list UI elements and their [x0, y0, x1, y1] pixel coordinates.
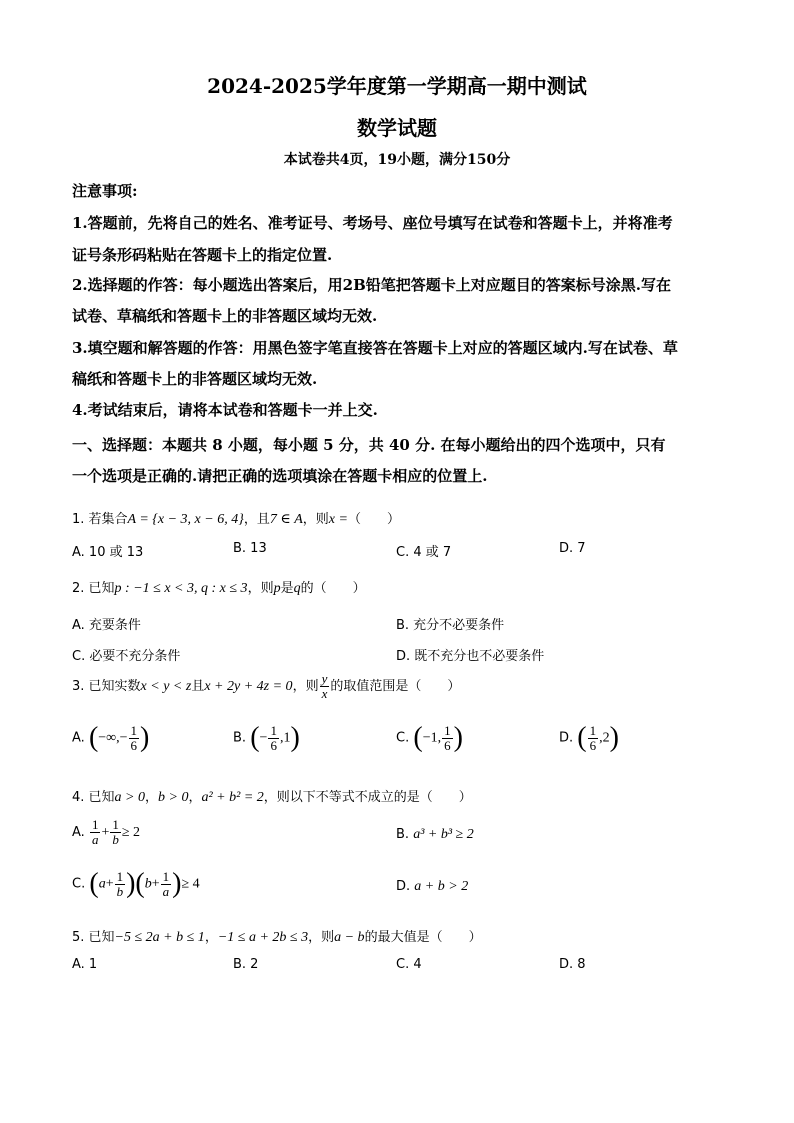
- q3-c-text: −1,: [422, 730, 442, 746]
- q4-post: ，则以下不等式不成立的是（ ）: [263, 790, 472, 805]
- q4-c-den-2: a: [162, 883, 170, 899]
- q5-option-a: A. 1: [72, 957, 98, 972]
- q3-frac-den: x: [321, 686, 328, 701]
- q3-a-label: A.: [72, 730, 85, 746]
- q4-c-a: a: [98, 876, 106, 892]
- q3-post-1: ，则: [292, 679, 319, 694]
- q3-b-label: B.: [233, 730, 247, 746]
- section-1-line-1: 一、选择题：本题共 8 小题，每小题 5 分，共 40 分. 在每小题给出的四个选项中，只有: [72, 436, 666, 454]
- q4-c-num-1: 1: [116, 868, 124, 884]
- q4-option-b: [396, 827, 474, 843]
- q3-d-label: D.: [559, 730, 574, 746]
- q3-c-num: 1: [444, 722, 451, 738]
- q3-option-a: A. (−∞,− $\frac{1}{6}$ ): [72, 722, 150, 753]
- q2-is: 是: [280, 581, 294, 596]
- q3-cond-2: x + 2y + 4z = 0: [204, 679, 293, 694]
- q4-a-den-1: a: [91, 832, 99, 847]
- q4-cond-1: a > 0: [114, 790, 145, 805]
- q3-b-text-2: ,1: [279, 730, 291, 746]
- q2-q: q: [293, 581, 301, 596]
- q3-option-c: C. (−1, $\frac{1}{6}$ ): [396, 722, 463, 753]
- q4-cond-3: a² + b² = 2: [201, 790, 264, 805]
- note-4: 4.考试结束后，请将本试卷和答题卡一并上交.: [72, 401, 378, 419]
- note-3-line-2: 稿纸和答题卡上的非答题区域均无效.: [72, 370, 318, 388]
- q4-a-label: A.: [72, 825, 85, 840]
- q5-cond-1: −5 ≤ 2a + b ≤ 1: [114, 930, 205, 945]
- q4-b-expr: a³ + b³ ≥ 2: [413, 827, 474, 842]
- q5-prefix: 5. 已知: [72, 930, 115, 945]
- q3-d-num: 1: [589, 722, 597, 738]
- q3-option-d: D. ( $\frac{1}{6}$ ,2): [559, 722, 619, 753]
- q3-a-num: 1: [130, 722, 138, 738]
- q4-c-plus-2: +: [151, 876, 160, 892]
- q4-d-label: D.: [396, 879, 411, 894]
- q4-sep-2: ，: [188, 790, 202, 805]
- q2-p: p: [273, 581, 281, 596]
- q1-prefix: 1. 若集合: [72, 512, 128, 527]
- q1-set: A = {x − 3, x − 6, 4}: [127, 512, 244, 527]
- q4-prefix: 4. 已知: [72, 790, 115, 805]
- q2-prefix: 2. 已知: [72, 581, 115, 596]
- q2-option-c: C. 必要不充分条件: [72, 649, 181, 664]
- q1-option-d: D. 7: [559, 541, 586, 556]
- q4-cond-2: b > 0: [158, 790, 189, 805]
- exam-title: 2024-2025学年度第一学期高一期中测试: [207, 74, 587, 98]
- q5-mid: ，则: [308, 930, 335, 945]
- q4-a-rhs: ≥ 2: [121, 825, 141, 840]
- q3-b-text-1: −: [259, 730, 268, 746]
- q5-sep: ，: [204, 930, 218, 945]
- q4-c-num-2: 1: [162, 868, 170, 884]
- note-1-line-2: 证号条形码粘贴在答题卡上的指定位置.: [72, 246, 333, 264]
- q5-option-d: D. 8: [559, 957, 586, 972]
- q1-post: ，则: [302, 512, 329, 527]
- q4-c-rhs: ≥ 4: [181, 876, 200, 892]
- q4-a-plus: +: [101, 825, 110, 840]
- q3-a-text: −∞,−: [98, 730, 128, 746]
- exam-info: 本试卷共4页，19小题，满分150分: [283, 152, 511, 168]
- q4-d-expr: a + b > 2: [414, 879, 469, 894]
- question-3: [72, 672, 722, 701]
- question-5: [72, 926, 722, 946]
- q3-c-den: 6: [444, 737, 451, 753]
- q3-mid: 且: [191, 679, 205, 694]
- q3-b-den: 6: [270, 737, 277, 753]
- note-2-line-2: 试卷、草稿纸和答题卡上的非答题区域均无效.: [72, 307, 378, 325]
- notes-heading: 注意事项:: [72, 182, 138, 200]
- q5-expr: a − b: [334, 930, 365, 945]
- q3-b-num: 1: [270, 722, 277, 738]
- q4-option-d: [396, 879, 468, 895]
- question-4: [72, 786, 722, 806]
- question-1: [72, 508, 722, 528]
- q1-option-c: C. 4 或 7: [396, 545, 452, 560]
- question-2: [72, 577, 722, 597]
- note-2-line-1: 2.选择题的作答：每小题选出答案后，用2B铅笔把答题卡上对应题目的答案标号涂黑.写在: [72, 276, 672, 294]
- q3-cond-1: x < y < z: [140, 679, 192, 694]
- q4-a-den-2: b: [112, 832, 119, 847]
- q3-post-2: 的取值范围是（ ）: [330, 679, 461, 694]
- q4-a-num-2: 1: [112, 817, 119, 832]
- q3-d-den: 6: [589, 737, 597, 753]
- q1-mid: ，且: [243, 512, 270, 527]
- q3-option-b: B. (− $\frac{1}{6}$ ,1): [233, 722, 300, 753]
- q4-c-plus-1: +: [105, 876, 114, 892]
- q1-option-a: A. 10 或 13: [72, 545, 144, 560]
- q4-c-den-1: b: [116, 883, 124, 899]
- q2-option-a: A. 充要条件: [72, 618, 141, 633]
- exam-subject: 数学试题: [357, 116, 437, 140]
- q3-d-text: ,2: [599, 730, 610, 746]
- q3-c-label: C.: [396, 730, 410, 746]
- note-1-line-1: 1.答题前，先将自己的姓名、准考证号、考场号、座位号填写在试卷和答题卡上，并将准考: [72, 214, 673, 232]
- q5-post: 的最大值是（ ）: [364, 930, 482, 945]
- q5-cond-2: −1 ≤ a + 2b ≤ 3: [217, 930, 309, 945]
- q1-condition: 7 ∈ A: [269, 512, 303, 527]
- q1-ask: x =: [328, 512, 348, 527]
- q3-prefix: 3. 已知实数: [72, 679, 141, 694]
- q4-b-label: B.: [396, 827, 410, 842]
- q4-c-label: C.: [72, 876, 86, 892]
- q2-option-b: B. 充分不必要条件: [396, 618, 505, 633]
- q4-c-b: b: [144, 876, 152, 892]
- q5-option-c: C. 4: [396, 957, 422, 972]
- q4-option-a: [72, 818, 140, 847]
- q3-frac-num: y: [321, 671, 328, 686]
- q3-a-den: 6: [130, 737, 138, 753]
- q1-option-b: B. 13: [233, 541, 267, 556]
- q2-post: 的（ ）: [300, 581, 366, 596]
- q2-mid: ，则: [247, 581, 274, 596]
- q5-option-b: B. 2: [233, 957, 259, 972]
- q2-option-d: D. 既不充分也不必要条件: [396, 649, 545, 664]
- q1-paren: （ ）: [347, 512, 400, 527]
- q4-option-c: C. (a+ $\frac{1}{b}$ )(b+ $\frac{1}{a}$ )≥ 4: [72, 868, 200, 899]
- q2-condition: p : −1 ≤ x < 3, q : x ≤ 3: [114, 581, 248, 596]
- q4-a-num-1: 1: [91, 817, 99, 832]
- section-1-line-2: 一个选项是正确的.请把正确的选项填涂在答题卡相应的位置上.: [72, 467, 488, 485]
- q3-fraction: [320, 672, 330, 701]
- note-3-line-1: 3.填空题和解答题的作答：用黑色签字笔直接答在答题卡上对应的答题区域内.写在试卷、草: [72, 339, 678, 357]
- q4-sep-1: ，: [145, 790, 159, 805]
